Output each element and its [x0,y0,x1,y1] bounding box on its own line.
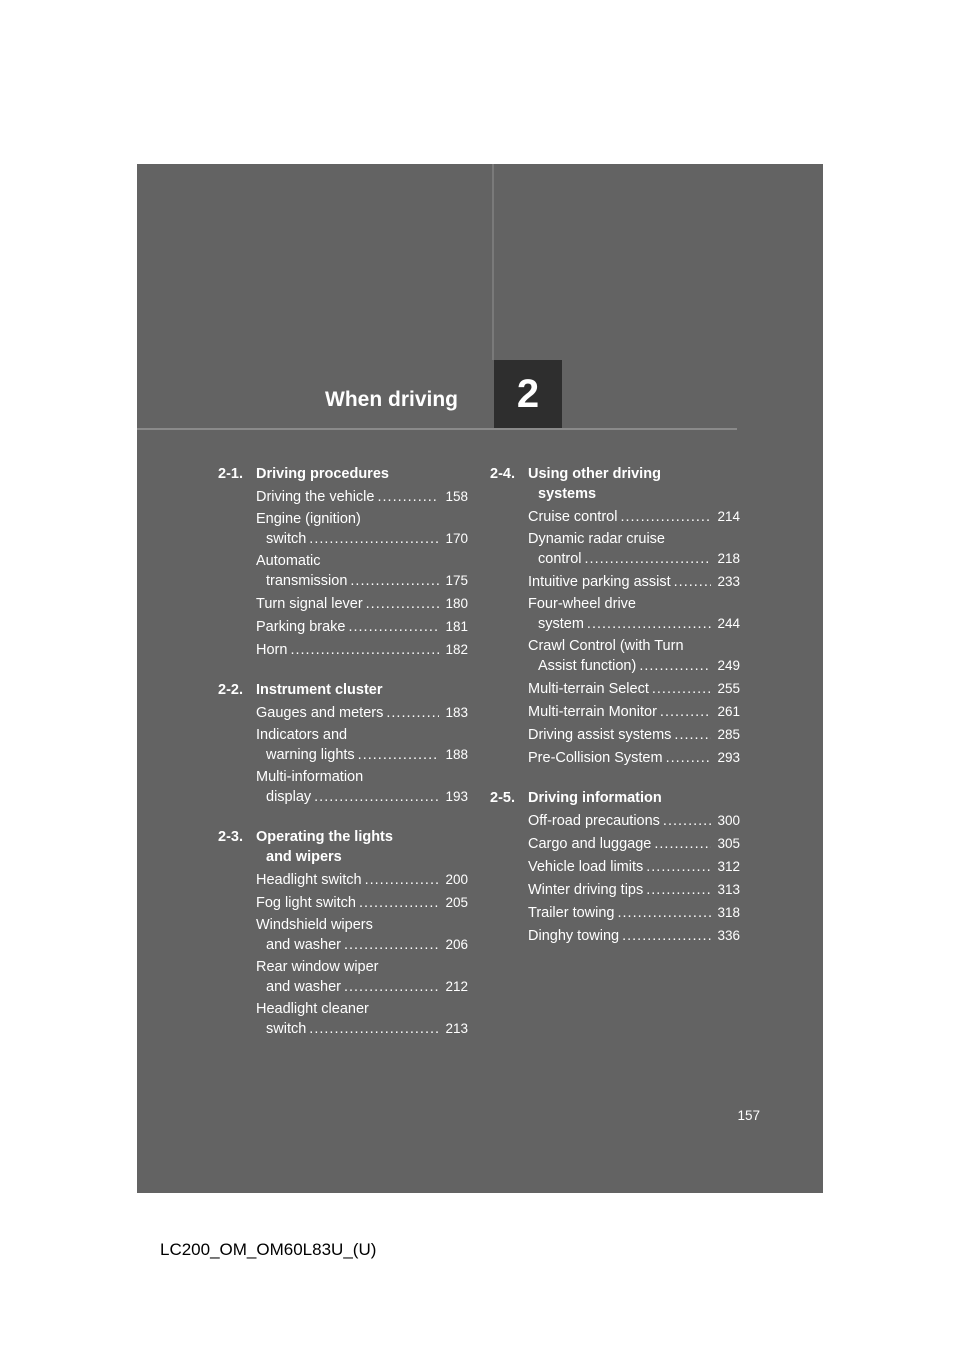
entry-page-number: 182 [445,642,468,657]
toc-entry[interactable] [256,1000,468,1039]
entry-page-number: 181 [445,619,468,634]
dot-leader [358,746,439,765]
entry-page-number: 285 [717,727,740,742]
toc-entry[interactable] [528,926,740,946]
toc-entry[interactable] [256,703,468,723]
entry-page-number: 261 [717,704,740,719]
entry-page-number: 312 [717,859,740,874]
dot-leader [639,657,711,676]
entry-label: Assist function) [538,658,637,674]
entry-page-number: 205 [445,895,468,910]
entry-page-number: 318 [717,905,740,920]
entry-label: Trailer towing [528,905,615,921]
dot-leader [386,704,439,723]
entry-page-number: 212 [445,979,468,994]
entry-page-number: 180 [445,596,468,611]
dot-leader [359,894,439,913]
dot-leader [652,680,711,699]
entry-page-number: 249 [717,658,740,673]
entry-label: Cruise control [528,509,618,525]
section-title-line: and wipers [266,849,342,865]
section-title [528,464,740,504]
dot-leader [348,618,439,637]
entry-page-number: 244 [717,616,740,631]
entry-label: and washer [266,979,341,995]
section-title-line: Driving information [528,790,662,806]
entry-label: system [538,616,584,632]
entry-label: Multi-terrain Select [528,681,649,697]
entry-page-number: 170 [445,531,468,546]
dot-leader [309,1020,439,1039]
entry-page-number: 305 [717,836,740,851]
entry-label: Intuitive parking assist [528,574,671,590]
entry-label: control [538,551,582,567]
entry-label: switch [266,531,307,547]
section-number: 2-1. [218,466,243,482]
entry-label: Horn [256,642,288,658]
entry-label: Engine (ignition) [256,511,361,527]
toc-entry[interactable] [528,530,740,569]
dot-leader [663,812,711,831]
section-title-line: Using other driving [528,466,661,482]
dot-leader [620,508,711,527]
dot-leader [350,572,439,591]
dot-leader [654,835,711,854]
dot-leader [314,788,439,807]
section-title-line: Driving procedures [256,466,389,482]
toc-entry[interactable] [256,594,468,614]
entry-page-number: 300 [717,813,740,828]
section-title-line: systems [538,486,597,502]
toc-entry[interactable] [528,857,740,877]
entry-label: warning lights [266,747,355,763]
entry-page-number: 200 [445,872,468,887]
entry-label: transmission [266,573,348,589]
dot-leader [674,726,711,745]
toc-entry[interactable] [256,870,468,890]
toc-section [218,827,468,1039]
chapter-number-badge: 2 [494,360,562,428]
dot-leader [366,595,439,614]
entry-label: switch [266,1021,307,1037]
toc-entry[interactable] [528,725,740,745]
dot-leader [309,530,439,549]
toc-entry[interactable] [256,640,468,660]
entry-label: display [266,789,312,805]
divider-vertical [492,164,494,360]
entry-label: Vehicle load limits [528,859,644,875]
section-title [528,788,740,808]
entry-label: Off-road precautions [528,813,660,829]
section-title [256,827,468,867]
section-title-line: Instrument cluster [256,682,383,698]
footer-code: LC200_OM_OM60L83U_(U) [160,1240,377,1259]
dot-leader [660,703,711,722]
toc-entry[interactable] [256,726,468,765]
toc-entry[interactable] [528,595,740,634]
entry-label: and washer [266,937,341,953]
toc-entry[interactable] [528,679,740,699]
toc-entry[interactable] [256,958,468,997]
dot-leader [365,871,439,890]
entry-page-number: 336 [717,928,740,943]
section-heading [490,788,740,808]
dot-leader [587,615,711,634]
entry-page-number: 313 [717,882,740,897]
entry-page-number: 183 [445,705,468,720]
entry-label: Multi-information [256,769,364,785]
entry-page-number: 233 [717,574,740,589]
toc-right-column [490,464,740,966]
toc-section [218,680,468,807]
section-title [256,464,468,484]
toc-section [490,788,740,946]
dot-leader [666,749,711,768]
entry-page-number: 255 [717,681,740,696]
toc-entry[interactable] [528,903,740,923]
toc-entry[interactable] [528,748,740,768]
dot-leader [618,904,712,923]
section-number: 2-2. [218,682,243,698]
entry-label: Crawl Control (with Turn [528,638,684,654]
section-title-line: Operating the lights [256,829,393,845]
section-number: 2-5. [490,790,515,806]
dot-leader [377,488,439,507]
dot-leader [622,927,711,946]
section-heading [490,464,740,504]
toc-entry[interactable] [256,893,468,913]
toc-entry[interactable] [528,637,740,676]
section-heading [218,827,468,867]
entry-label: Windshield wipers [256,917,373,933]
toc-entry[interactable] [528,572,740,592]
divider-horizontal [137,428,737,430]
chapter-title: When driving [325,388,458,411]
entry-page-number: 188 [445,747,468,762]
entry-page-number: 158 [445,489,468,504]
entry-page-number: 293 [717,750,740,765]
entry-label: Automatic [256,553,321,569]
entry-label: Driving the vehicle [256,489,375,505]
entry-label: Fog light switch [256,895,356,911]
toc-entry[interactable] [528,834,740,854]
section-title [256,680,468,700]
toc-entry[interactable] [256,916,468,955]
dot-leader [290,641,439,660]
dot-leader [674,573,711,592]
toc-left-column [218,464,468,1059]
entry-label: Headlight switch [256,872,362,888]
toc-section [218,464,468,660]
entry-label: Indicators and [256,727,348,743]
toc-entry[interactable] [256,487,468,507]
toc-entry[interactable] [528,880,740,900]
entry-label: Winter driving tips [528,882,644,898]
entry-page-number: 175 [445,573,468,588]
section-heading [218,464,468,484]
entry-label: Four-wheel drive [528,596,636,612]
entry-label: Cargo and luggage [528,836,652,852]
toc-entry[interactable] [256,510,468,549]
entry-label: Rear window wiper [256,959,379,975]
entry-label: Dinghy towing [528,928,620,944]
toc-entry[interactable] [256,617,468,637]
toc-entry[interactable] [528,507,740,527]
dot-leader [344,978,439,997]
entry-page-number: 214 [717,509,740,524]
dot-leader [344,936,439,955]
entry-page-number: 213 [445,1021,468,1036]
toc-section [490,464,740,768]
toc-entry[interactable] [256,552,468,591]
section-number: 2-3. [218,829,243,845]
entry-label: Driving assist systems [528,727,672,743]
entry-label: Pre-Collision System [528,750,663,766]
page-number: 157 [737,1108,760,1123]
dot-leader [646,881,711,900]
entry-page-number: 218 [717,551,740,566]
toc-entry[interactable] [528,702,740,722]
entry-label: Parking brake [256,619,346,635]
section-heading [218,680,468,700]
dot-leader [585,550,711,569]
entry-page-number: 206 [445,937,468,952]
entry-label: Dynamic radar cruise [528,531,665,547]
dot-leader [646,858,711,877]
toc-entry[interactable] [256,768,468,807]
entry-label: Gauges and meters [256,705,384,721]
entry-label: Multi-terrain Monitor [528,704,657,720]
entry-label: Headlight cleaner [256,1001,369,1017]
toc-entry[interactable] [528,811,740,831]
entry-label: Turn signal lever [256,596,363,612]
section-number: 2-4. [490,466,515,482]
entry-page-number: 193 [445,789,468,804]
